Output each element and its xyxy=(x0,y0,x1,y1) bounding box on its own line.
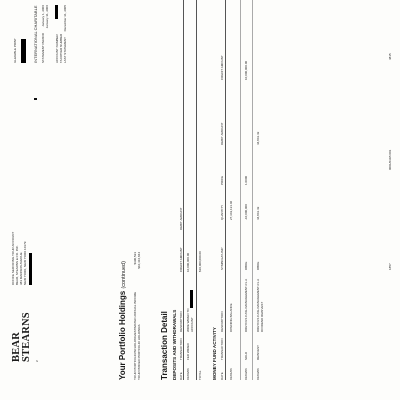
money-fund-title: MONEY FUND ACTIVITY xyxy=(212,327,217,380)
statement-period-from: January 1, 2006 xyxy=(41,5,45,27)
portfolio-holdings-heading xyxy=(118,261,129,380)
deposits-header-transaction: TRANSACTION xyxy=(179,338,183,360)
deposits-header-credit: CREDIT AMOUNT xyxy=(179,247,183,272)
row-rule xyxy=(252,0,253,380)
money-fund-header-description: DESCRIPTION xyxy=(220,311,224,332)
office-servicing-block xyxy=(11,232,27,285)
deposits-total-rule xyxy=(196,0,197,380)
money-fund-header-quantity: QUANTITY xyxy=(220,204,224,220)
row-description: DREYFUS CASH MANAGEMENT-CL A xyxy=(256,278,260,332)
deposits-withdrawals-title: DEPOSITS AND WITHDRAWALS xyxy=(172,309,177,380)
estimated-income-label: YOUR PORTFOLIO/SCHOLONG/ESTIMATED ANNUAL INCOME xyxy=(133,291,137,380)
deposits-header-description: DESCRIPTION xyxy=(179,311,183,332)
redaction-bar xyxy=(29,253,32,285)
footer-document-number: 0001/031B 001 xyxy=(388,149,392,170)
statement-period-label: STATEMENT PERIOD xyxy=(41,32,45,63)
office-line-4: NEW YORK, NEW YORK 10179 xyxy=(23,241,27,285)
account-number-label: ACCOUNT NUMBER xyxy=(55,34,59,63)
row-quantity: 44,841.43 xyxy=(256,206,260,220)
footer-page-code: 4815 xyxy=(388,53,392,60)
portfolio-holdings-title: Your Portfolio Holdings xyxy=(118,290,127,380)
row-type: SOLD xyxy=(244,351,248,360)
priced-holdings-label: YOUR PRICED PORTFOLIO HOLDINGS xyxy=(137,324,141,380)
client-address-block xyxy=(13,38,17,63)
money-fund-header-debit: DEBIT AMOUNT xyxy=(220,122,224,145)
redaction-bar xyxy=(21,39,26,63)
row-description: OPENING BALANCE xyxy=(229,303,233,332)
row-quantity: -10,000,000 xyxy=(244,203,248,220)
statement-info xyxy=(41,5,67,63)
transaction-detail-title: Transaction Detail xyxy=(160,311,169,380)
row-description: DREYFUS CASH MANAGEMENT-CL A xyxy=(244,278,248,332)
deposits-total-label: TOTAL xyxy=(198,370,202,380)
redaction-bar xyxy=(190,290,193,308)
deposits-header-rule xyxy=(183,0,184,380)
client-line-1: ILLEGIBLE PRINT xyxy=(13,38,17,63)
money-fund-header-symbol: SYMBOL/CUSIP xyxy=(220,247,224,270)
footer-code: 1857 xyxy=(388,263,392,270)
estimated-income-value: $390,523 xyxy=(133,252,137,265)
last-statement-label: LAST STATEMENT xyxy=(63,36,67,63)
client-name: INTERNATIONAL CHARITABLE xyxy=(33,5,38,63)
money-fund-header-price: PRICE xyxy=(220,175,224,185)
row-symbol: DBDE xyxy=(244,261,248,270)
logo-line-1: BEAR xyxy=(11,332,22,362)
row-date: 01/03/06 xyxy=(244,368,248,380)
money-fund-header-credit: CREDIT AMOUNT xyxy=(220,55,224,80)
row-date: 01/03/06 xyxy=(256,368,260,380)
page-mark-square xyxy=(34,98,37,100)
redaction-bar xyxy=(55,5,58,19)
row-date: 01/01/06 xyxy=(229,368,233,380)
row-price: 1.0000 xyxy=(244,175,248,185)
portfolio-continued-label: (continued) xyxy=(121,261,127,289)
row-type: REINVEST xyxy=(256,344,260,360)
deposits-total-value: $10,000,000.00 xyxy=(198,251,202,272)
deposit-credit: 10,000,000.00 xyxy=(186,252,190,272)
row-rule xyxy=(240,0,241,380)
logo-line-2: STEARNS xyxy=(21,312,32,362)
deposit-date: 01/04/06 xyxy=(186,368,190,380)
portfolio-summary xyxy=(133,252,141,380)
deposits-header-debit: DEBIT AMOUNT xyxy=(179,207,183,230)
page-mark: # xyxy=(35,360,39,362)
money-fund-header-date: DATE xyxy=(220,372,224,380)
statement-period-through: January 31, 2006 xyxy=(45,5,49,29)
row-debit: 44,841.43 xyxy=(256,131,260,145)
office-line-3: 383 MADISON AVENUE xyxy=(19,252,23,285)
bear-stearns-logo xyxy=(12,312,32,362)
taxpayer-number-label: TAXPAYER NUMBER xyxy=(59,33,63,63)
deposit-type: FED WIRED xyxy=(186,343,190,360)
money-fund-header-transaction: TRANSACTION xyxy=(220,338,224,360)
deposit-description: WIRE WIRED TO xyxy=(186,308,190,332)
priced-holdings-value: $10,416,844 xyxy=(137,252,141,269)
row-quantity: 27,343,131.40 xyxy=(229,200,233,220)
row-credit: 10,000,000.00 xyxy=(244,60,248,80)
office-line-1: OFFICE SERVICING YOUR ACCOUNT xyxy=(11,231,15,285)
row-symbol: DBDE xyxy=(256,261,260,270)
deposit-description-2: ACCOUNT xyxy=(190,317,194,332)
row-description-2: DIVIDEND REINVEST xyxy=(260,301,264,332)
deposits-header-date: DATE xyxy=(179,372,183,380)
money-fund-header-rule xyxy=(225,0,226,380)
last-statement-value: December 31, 2005 xyxy=(63,5,67,32)
office-line-2: BEAR, STEARNS & CO. INC. xyxy=(15,245,19,285)
